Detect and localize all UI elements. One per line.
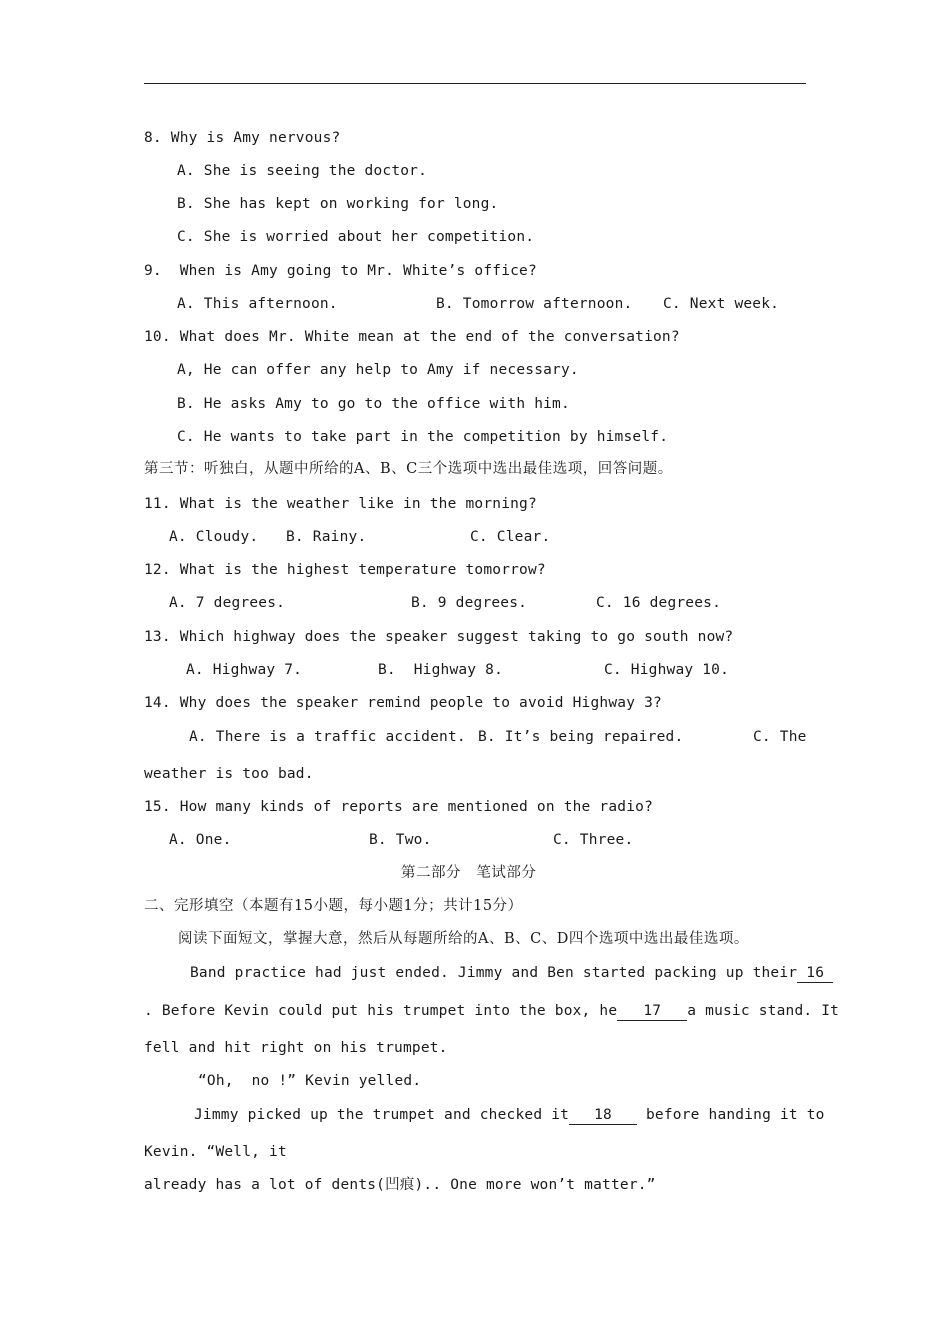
section-3-heading: 第三节：听独白，从题中所给的A、B、C三个选项中选出最佳选项，回答问题。: [144, 461, 673, 477]
q12-option-a: A. 7 degrees.: [169, 595, 286, 611]
question-11: 11. What is the weather like in the morning?: [144, 496, 537, 512]
q11-option-c: C. Clear.: [470, 529, 551, 545]
q8-option-a: A. She is seeing the doctor.: [177, 163, 428, 179]
passage-p2: “Oh, no !” Kevin yelled.: [198, 1073, 422, 1089]
passage-p3-line2: Kevin. “Well, it: [144, 1144, 287, 1160]
q9-option-c: C. Next week.: [663, 296, 780, 312]
q14-option-a: A. There is a traffic accident.: [189, 729, 466, 745]
question-15: 15. How many kinds of reports are mentioned on the radio?: [144, 799, 653, 815]
passage-p3-line3: already has a lot of dents(凹痕).. One more won’t matter.”: [144, 1177, 656, 1193]
q8-option-c: C. She is worried about her competition.: [177, 229, 535, 245]
q9-option-a: A. This afternoon.: [177, 296, 338, 312]
header-rule: [144, 83, 806, 84]
passage-p1-line2: [144, 1002, 839, 1021]
q10-option-c: C. He wants to take part in the competition by himself.: [177, 429, 669, 445]
question-13: 13. Which highway does the speaker suggest taking to go south now?: [144, 629, 734, 645]
q12-option-c: C. 16 degrees.: [596, 595, 722, 611]
blank-16[interactable]: 16: [797, 964, 833, 983]
q11-option-b: B. Rainy.: [286, 529, 367, 545]
blank-18[interactable]: 18: [569, 1106, 637, 1125]
part-2-title: 第二部分 笔试部分: [401, 865, 537, 881]
passage-text: . Before Kevin could put his trumpet into the box, he: [144, 1003, 618, 1019]
passage-text: a music stand. It: [687, 1003, 840, 1019]
q9-option-b: B. Tomorrow afternoon.: [436, 296, 633, 312]
passage-p1-line1: [190, 964, 833, 983]
question-9: 9. When is Amy going to Mr. White’s office?: [144, 263, 537, 279]
q10-option-b: B. He asks Amy to go to the office with him.: [177, 396, 570, 412]
passage-text: Band practice had just ended. Jimmy and Ben started packing up their: [190, 965, 798, 981]
q12-option-b: B. 9 degrees.: [411, 595, 528, 611]
cloze-heading: 二、完形填空（本题有15小题，每小题1分；共计15分）: [144, 898, 523, 914]
q15-option-b: B. Two.: [369, 832, 432, 848]
q14-option-c-continued: weather is too bad.: [144, 766, 314, 782]
q15-option-a: A. One.: [169, 832, 232, 848]
q11-option-a: A. Cloudy.: [169, 529, 259, 545]
q14-option-c: C. The: [753, 729, 807, 745]
question-14: 14. Why does the speaker remind people to avoid Highway 3?: [144, 695, 662, 711]
cloze-instructions: 阅读下面短文，掌握大意，然后从每题所给的A、B、C、D四个选项中选出最佳选项。: [178, 931, 749, 947]
q15-option-c: C. Three.: [553, 832, 634, 848]
q10-option-a: A, He can offer any help to Amy if necessary.: [177, 362, 579, 378]
q8-option-b: B. She has kept on working for long.: [177, 196, 499, 212]
q13-option-c: C. Highway 10.: [604, 662, 730, 678]
passage-text: before handing it to: [646, 1107, 825, 1123]
q13-option-a: A. Highway 7.: [186, 662, 303, 678]
question-12: 12. What is the highest temperature tomorrow?: [144, 562, 546, 578]
q14-option-b: B. It’s being repaired.: [478, 729, 684, 745]
question-8: 8. Why is Amy nervous?: [144, 130, 341, 146]
blank-17[interactable]: 17: [617, 1002, 687, 1021]
passage-text: Jimmy picked up the trumpet and checked it: [194, 1107, 570, 1123]
question-10: 10. What does Mr. White mean at the end of the conversation?: [144, 329, 680, 345]
passage-p1-line3: fell and hit right on his trumpet.: [144, 1040, 448, 1056]
passage-p3-line1: [194, 1106, 825, 1125]
q13-option-b: B. Highway 8.: [378, 662, 504, 678]
